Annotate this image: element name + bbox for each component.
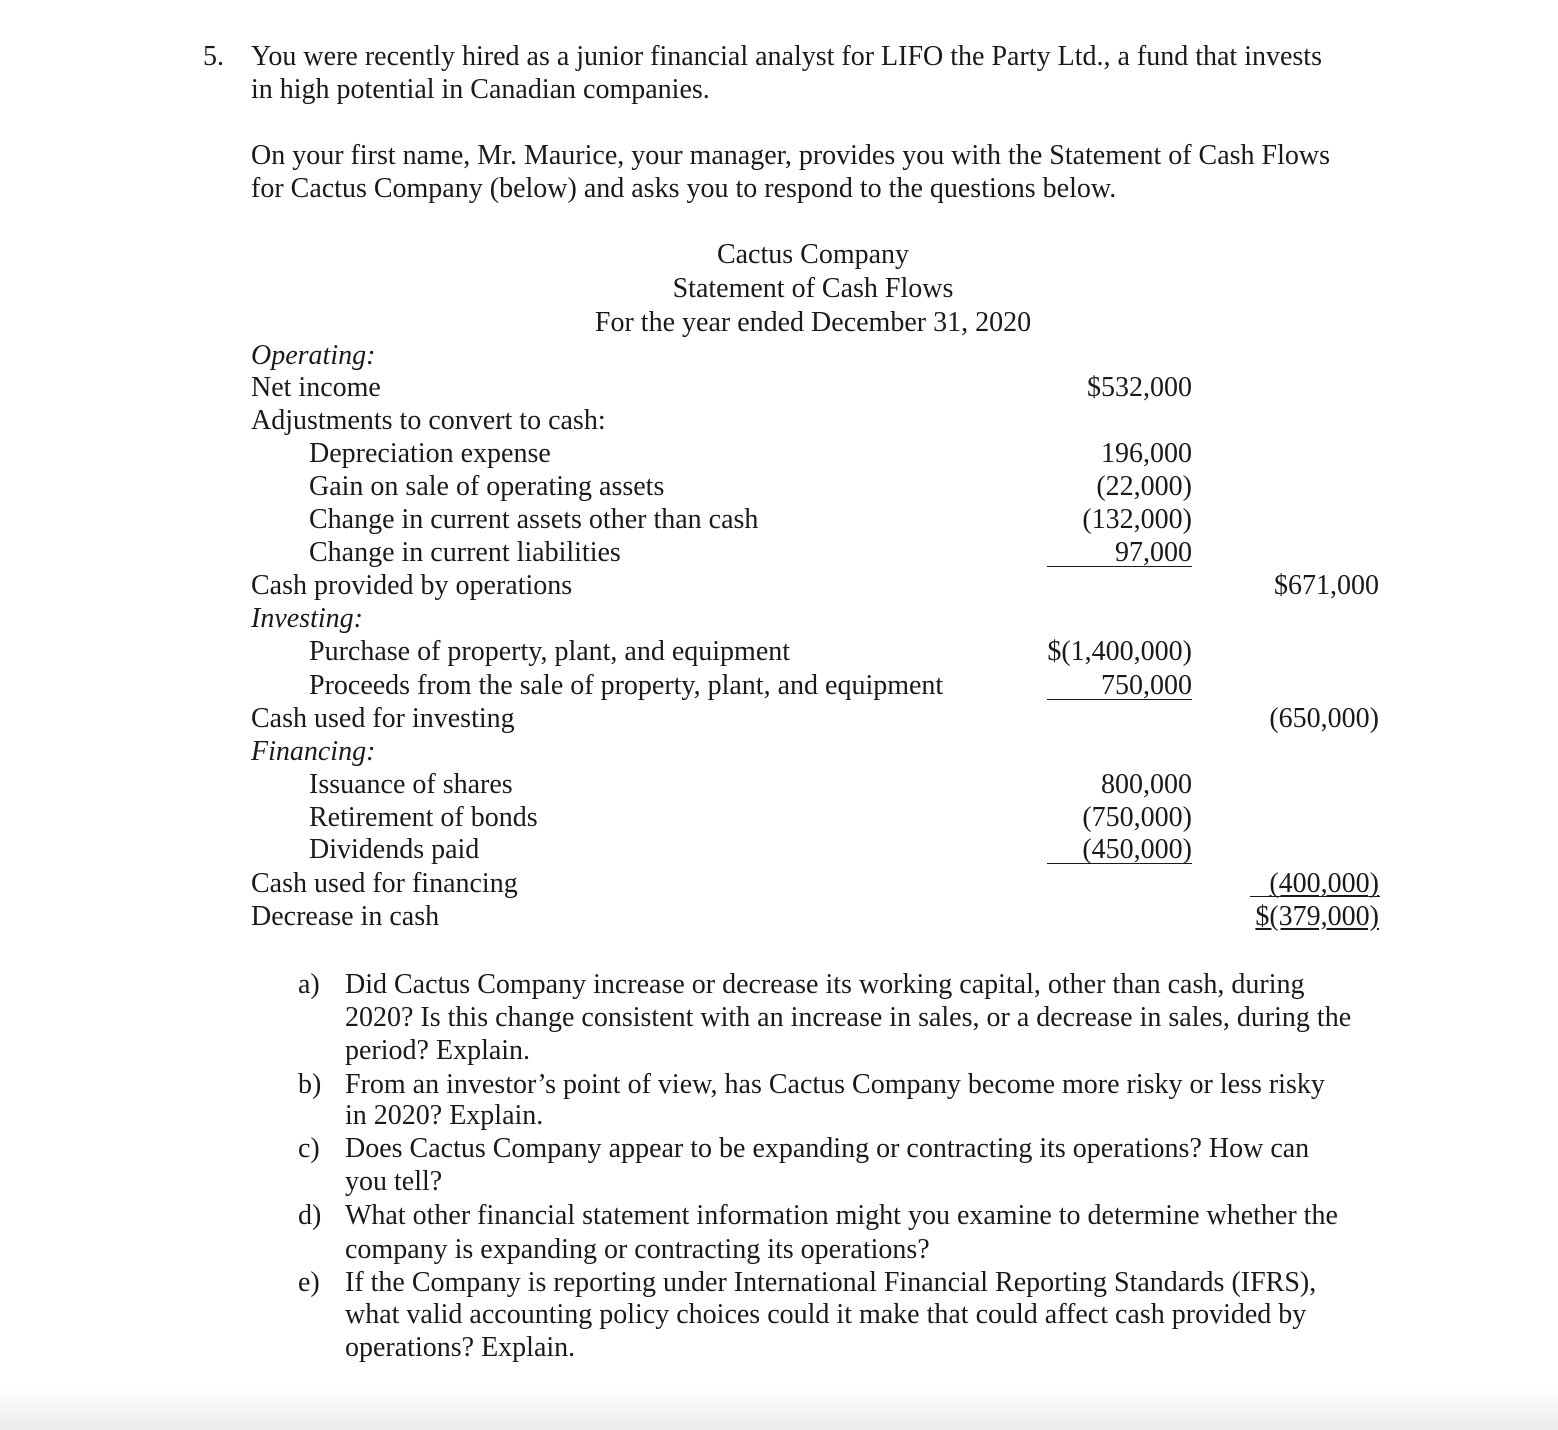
statement-company: Cactus Company: [716, 239, 910, 270]
page-bottom-edge: [0, 1388, 1558, 1430]
sub-question-line: company is expanding or contracting its operations?: [345, 1234, 930, 1265]
financing-item-value: (450,000): [1082, 834, 1192, 865]
financing-item-label: Issuance of shares: [309, 769, 513, 800]
sub-question-line: operations? Explain.: [345, 1332, 576, 1363]
financing-total-label: Cash used for financing: [251, 868, 518, 899]
operating-total-value: $671,000: [1274, 570, 1379, 601]
subtotal-rule: [1047, 699, 1192, 700]
operating-item-label: Depreciation expense: [309, 438, 551, 469]
financing-item-label: Retirement of bonds: [309, 802, 538, 833]
sub-question-line: period? Explain.: [345, 1035, 531, 1066]
operating-item-value: 97,000: [1115, 537, 1192, 568]
intro-line-1: You were recently hired as a junior financial analyst for LIFO the Party Ltd., a fund that invests: [251, 41, 1322, 72]
investing-total-value: (650,000): [1269, 703, 1379, 734]
sub-question-line: Does Cactus Company appear to be expanding or contracting its operations? How can: [345, 1133, 1310, 1164]
investing-item-value: $(1,400,000): [1047, 636, 1192, 667]
sub-question-line: what valid accounting policy choices could it make that could affect cash provided by: [345, 1299, 1307, 1330]
sub-question-line: 2020? Is this change consistent with an increase in sales, or a decrease in sales, during the: [345, 1002, 1352, 1033]
net-income-value: $532,000: [1087, 372, 1192, 403]
question-number: 5.: [203, 41, 224, 72]
subtotal-rule: [1047, 863, 1192, 864]
request-line-1: On your first name, Mr. Maurice, your manager, provides you with the Statement of Cash Flows: [251, 140, 1331, 171]
financing-heading: Financing:: [251, 736, 376, 767]
request-line-2: for Cactus Company (below) and asks you to respond to the questions below.: [251, 173, 1117, 204]
sub-question-line: If the Company is reporting under International Financial Reporting Standards (IFRS),: [345, 1267, 1317, 1298]
net-income-label: Net income: [251, 372, 381, 403]
operating-heading: Operating:: [251, 340, 376, 371]
investing-total-label: Cash used for investing: [251, 703, 515, 734]
sub-question-line: What other financial statement information might you examine to determine whether the: [345, 1200, 1338, 1231]
financing-item-value: 800,000: [1101, 769, 1192, 800]
sub-question-label: a): [298, 969, 320, 1000]
statement-title: Statement of Cash Flows: [672, 273, 954, 304]
sub-question-label: b): [298, 1069, 322, 1100]
adjustments-label: Adjustments to convert to cash:: [251, 405, 606, 436]
sub-question-line: From an investor’s point of view, has Cactus Company become more risky or less risky: [345, 1069, 1325, 1100]
investing-item-value: 750,000: [1101, 670, 1192, 701]
operating-item-value: (22,000): [1096, 471, 1192, 502]
net-change-value: $(379,000): [1255, 901, 1379, 932]
operating-item-label: Change in current liabilities: [309, 537, 621, 568]
net-change-label: Decrease in cash: [251, 901, 440, 932]
sub-question-line: you tell?: [345, 1166, 443, 1197]
investing-item-label: Proceeds from the sale of property, plant, and equipment: [309, 670, 944, 701]
operating-total-label: Cash provided by operations: [251, 570, 573, 601]
investing-heading: Investing:: [251, 603, 363, 634]
financing-item-value: (750,000): [1082, 802, 1192, 833]
sub-question-label: d): [298, 1200, 322, 1231]
operating-item-label: Gain on sale of operating assets: [309, 471, 665, 502]
sub-question-label: c): [298, 1133, 320, 1164]
financing-item-label: Dividends paid: [309, 834, 480, 865]
subtotal-rule: [1047, 566, 1192, 567]
total-rule: [1250, 896, 1380, 897]
statement-period: For the year ended December 31, 2020: [594, 307, 1032, 338]
sub-question-line: in 2020? Explain.: [345, 1100, 544, 1131]
operating-item-value: 196,000: [1101, 438, 1192, 469]
sub-question-label: e): [298, 1267, 320, 1298]
investing-item-label: Purchase of property, plant, and equipment: [309, 636, 791, 667]
operating-item-value: (132,000): [1082, 504, 1192, 535]
intro-line-2: in high potential in Canadian companies.: [251, 74, 710, 105]
financing-total-value: (400,000): [1269, 868, 1379, 899]
operating-item-label: Change in current assets other than cash: [309, 504, 759, 535]
sub-question-line: Did Cactus Company increase or decrease its working capital, other than cash, during: [345, 969, 1305, 1000]
